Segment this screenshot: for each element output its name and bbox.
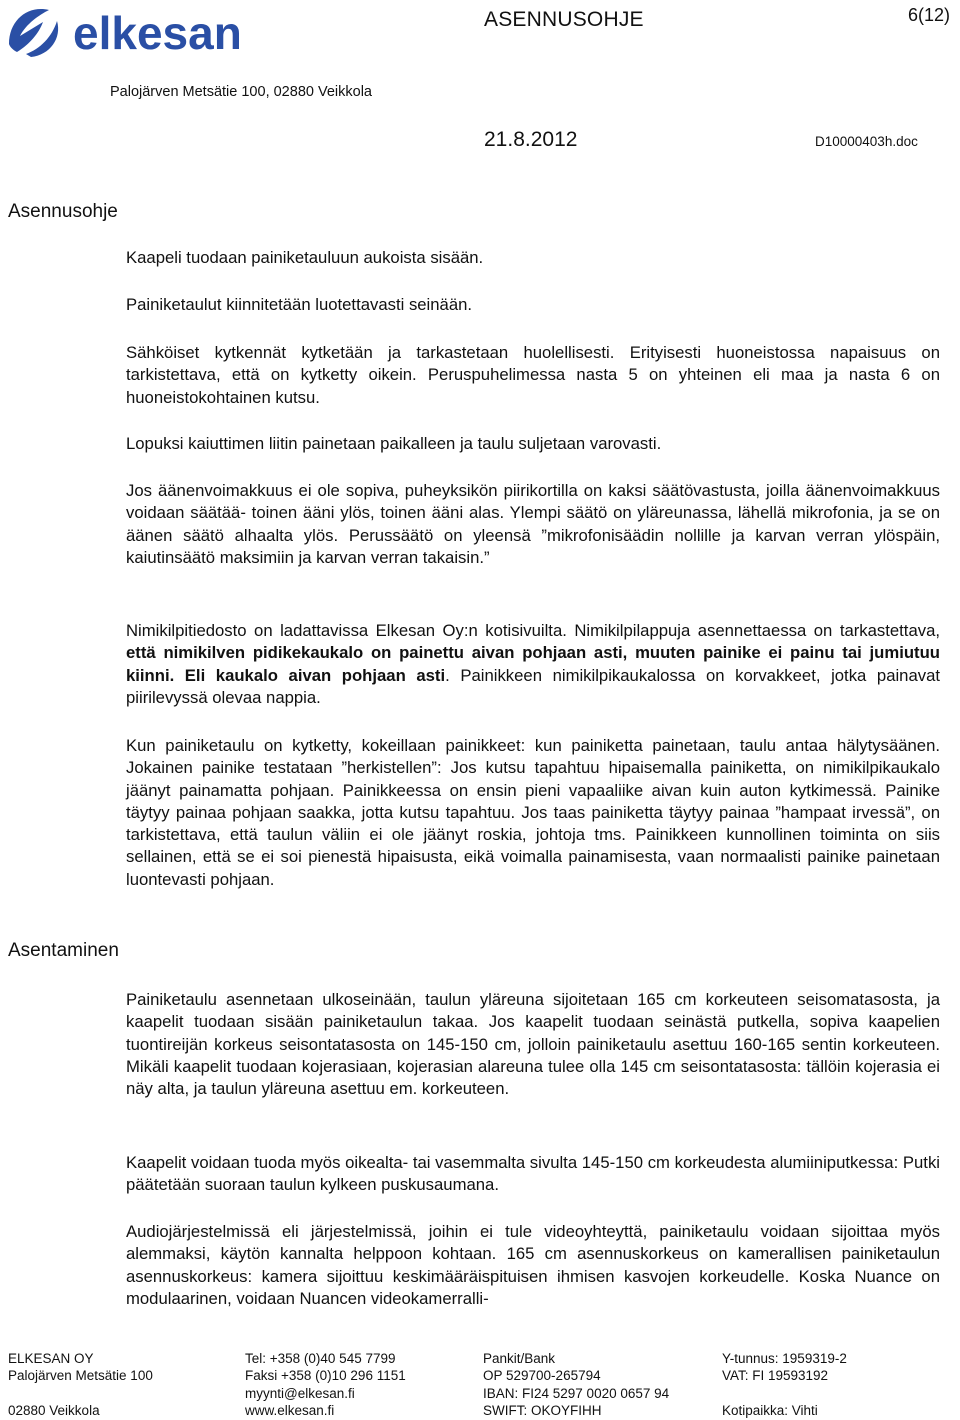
paragraph-mounting: Painiketaulut kiinnitetään luotettavasti seinään. xyxy=(126,295,473,314)
footer-registration xyxy=(722,1350,847,1419)
footer-phone: Tel: +358 (0)40 545 7799 xyxy=(245,1351,396,1366)
footer-street: Palojärven Metsätie 100 xyxy=(8,1368,153,1384)
paragraph-connections: Sähköiset kytkennät kytketään ja tarkastetaan huolellisesti. Erityisesti huoneistossa napaisuus on tarkistettava, että on kytketty oikein. Peruspuhelimessa nasta 5 on yhteinen eli maa ja nasta 6 on huoneistokohtainen kutsu. xyxy=(126,343,940,407)
footer-company xyxy=(8,1350,153,1419)
name-plates-warning: että nimikilven pidikekaukalo on painettu aivan pohjaan asti, muuten painike ei painu tai jumiutuu kiinni. Eli kaukalo aivan pohjaan asti xyxy=(126,643,940,685)
section-heading-asennusohje: Asennusohje xyxy=(8,201,118,222)
header-address: Palojärven Metsätie 100, 02880 Veikkola xyxy=(110,84,372,100)
paragraph-volume-adjust: Jos äänenvoimakkuus ei ole sopiva, puheyksikön piirikortilla on kaksi säätövastusta, joilla äänenvoimakkuus voidaan säätää- toinen ääni ylös, toinen ääni alas. Ylempi säätö on yläreunassa, lähellä mikrofonia, ja se on äänen säätö alhaalta ylös. Perussäätö on yleensä ”mikrofonisäädin nollille ja karvan verran ylöspäin, kaiutinsäätö maksimiin ja karvan verran takaisin.” xyxy=(126,481,940,567)
paragraph-audio-systems: Audiojärjestelmissä eli järjestelmissä, joihin ei tule videoyhteyttä, painiketaulu voidaan sijoittaa myös alemmaksi, käytön kannalta helppoon kohtaan. 165 cm asennuskorkeus on kamerallisen painiketaulun asennuskorkeus: kamera sijoittuu keskimääräispituisen ihmisen kasvojen korkeudelle. Koska Nuance on modulaarinen, voidaan Nuancen videokamerralli- xyxy=(126,1222,940,1308)
paragraph-button-test: Kun painiketaulu on kytketty, kokeillaan painikkeet: kun painiketta painetaan, taulu antaa hälytysäänen. Jokainen painike testataan ”herkistellen”: Jos kutsu tapahtuu hipaisemalla painiketta, on nimikilpikaukalo jäänyt painamatta pohjaan. Painikkeessa on ensin pieni vapaaliike aivan kuin auton kytkimessä. Painike täytyy painaa pohjaan saakka, jotta kutsu tapahtuu. Jos taas painiketta täytyy painaa ”hampaat irvessä”, on tarkistettava, että taulun väliin ei ole jäänyt roskia, johtoja tms. Painikkeen kunnollinen toiminta on siis sellainen, että se ei soi pienestä hipaisusta, eikä voimalla painamisesta, vaan normaalisti painike painetaan luontevasti pohjaan. xyxy=(126,736,940,889)
section-heading-asentaminen: Asentaminen xyxy=(8,940,119,961)
paragraph-cable-entry: Kaapeli tuodaan painiketauluun aukoista sisään. xyxy=(126,248,484,267)
name-plates-text-1: Nimikilpitiedosto on ladattavissa Elkesan Oy:n kotisivuilta. Nimikilpilappuja asennettaessa on tarkastettava, xyxy=(126,621,940,640)
paragraph-install-height: Painiketaulu asennetaan ulkoseinään, taulun yläreuna sijoitetaan 165 cm korkeuteen seisomatasosta, ja kaapelit tuodaan sisään painiketaulun takaa. Jos kaapelit tuodaan seinästä putkella, sopiva kaapelien tuontireijän korkeus seisontatasosta on 145-150 cm, jolloin painiketaulu asettuu 160-165 sentin korkeuteen. Mikäli kaapelit tuodaan kojerasiaan, kojerasian alareuna tulee olla 145 cm seisontatasosta: tällöin kojerasia ei näy alta, ja taulun yläreuna asettuu em. korkeuteen. xyxy=(126,990,940,1099)
logo-wordmark: elkesan xyxy=(73,7,242,59)
footer-bank xyxy=(483,1350,669,1419)
footer-domicile: Kotipaikka: Vihti xyxy=(722,1402,818,1418)
paragraph-close-cover: Lopuksi kaiuttimen liitin painetaan paikalleen ja taulu suljetaan varovasti. xyxy=(126,434,662,453)
footer-city: 02880 Veikkola xyxy=(8,1402,100,1418)
footer-company-name: ELKESAN OY xyxy=(8,1351,94,1366)
paragraph-name-plates xyxy=(126,620,940,709)
document-date: 21.8.2012 xyxy=(484,128,578,151)
page-footer xyxy=(0,1350,960,1420)
document-id: D10000403h.doc xyxy=(815,134,918,149)
footer-bank-label: Pankit/Bank xyxy=(483,1351,556,1366)
footer-email[interactable]: myynti@elkesan.fi xyxy=(245,1385,355,1401)
footer-bank-account: OP 529700-265794 xyxy=(483,1368,601,1384)
footer-contact xyxy=(245,1350,406,1419)
name-plates-text-2: . Painikkeen nimikilpikaukalossa on korvakkeet, jotka painavat piirilevyssä olevaa nappia. xyxy=(126,665,941,707)
footer-website[interactable]: www.elkesan.fi xyxy=(245,1402,335,1418)
footer-fax: Faksi +358 (0)10 296 1151 xyxy=(245,1368,406,1384)
footer-vat: VAT: FI 19593192 xyxy=(722,1368,829,1384)
footer-business-id: Y-tunnus: 1959319-2 xyxy=(722,1351,847,1366)
document-title: ASENNUSOHJE xyxy=(484,8,644,31)
elkesan-logo xyxy=(6,2,282,60)
footer-iban: IBAN: FI24 5297 0020 0657 94 xyxy=(483,1385,670,1401)
paragraph-side-cables: Kaapelit voidaan tuoda myös oikealta- tai vasemmalta sivulta 145-150 cm korkeudesta alumiiniputkessa: Putki päätetään suoraan taulun kylkeen puskusaumana. xyxy=(126,1153,940,1195)
page-number: 6(12) xyxy=(908,5,951,25)
logo-mark-icon xyxy=(9,9,58,57)
footer-swift: SWIFT: OKOYFIHH xyxy=(483,1402,602,1418)
